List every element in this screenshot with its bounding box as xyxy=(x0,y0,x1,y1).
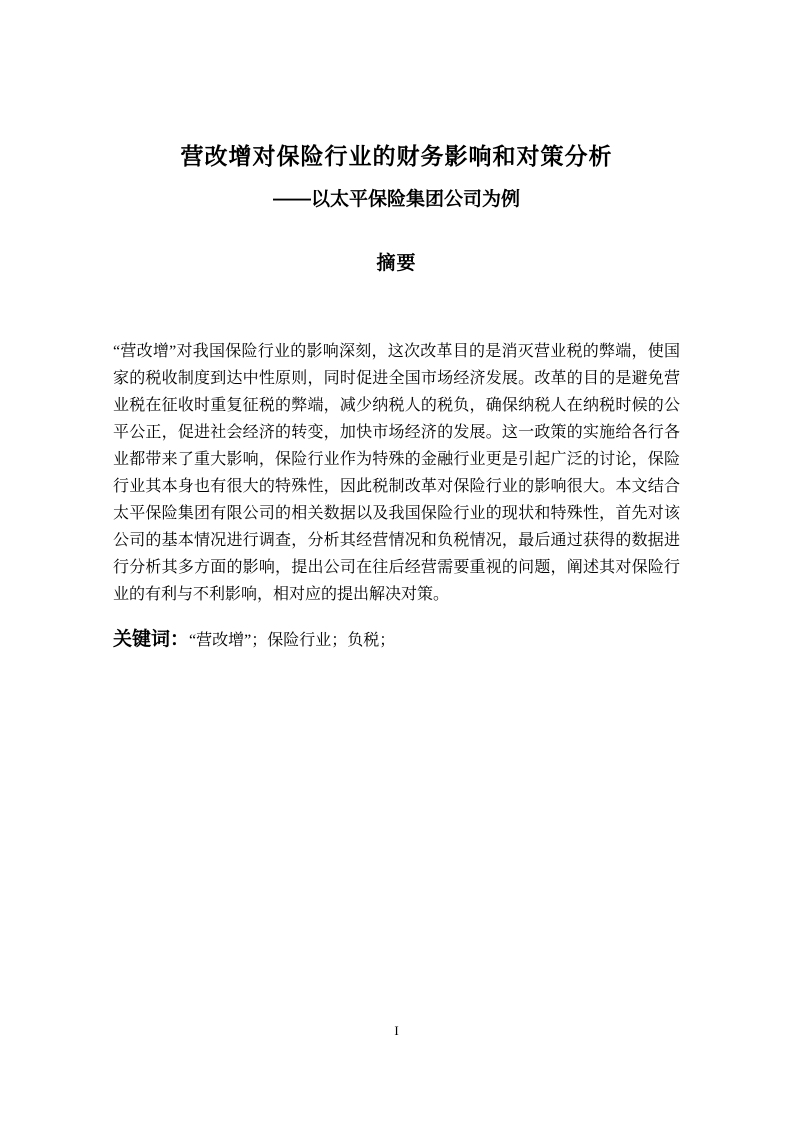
document-title: 营改增对保险行业的财务影响和对策分析 xyxy=(180,143,613,169)
document-subtitle: ——以太平保险集团公司为例 xyxy=(272,189,520,210)
document-content xyxy=(113,0,680,655)
keywords-line xyxy=(113,626,680,655)
keywords-text: “营改增”；保险行业；负税； xyxy=(189,632,396,649)
abstract-heading: 摘要 xyxy=(376,253,417,274)
keywords-label: 关键词： xyxy=(113,629,190,650)
page-number: I xyxy=(394,1023,399,1038)
abstract-paragraph: “营改增”对我国保险行业的影响深刻，这次改革目的是消灭营业税的弊端，使国家的税收制度到达中性原则，同时促进全国市场经济发展。改革的目的是避免营业税在征收时重复征税的弊端，减少纳税人的税负，确保纳税人在纳税时候的公平公正，促进社会经济的转变，加快市场经济的发展。这一政策的实施给各行各业都带来了重大影响，保险行业作为特殊的金融行业更是引起广泛的讨论，保险行业其本身也有很大的特殊性，因此税制改革对保险行业的影响很大。本文结合太平保险集团有限公司的相关数据以及我国保险行业的现状和特殊性，首先对该公司的基本情况进行调查，分析其经营情况和负税情况，最后通过获得的数据进行分析其多方面的影响，提出公司在往后经营需要重视的问题，阐述其对保险行业的有利与不利影响，相对应的提出解决对策。 xyxy=(113,343,680,603)
